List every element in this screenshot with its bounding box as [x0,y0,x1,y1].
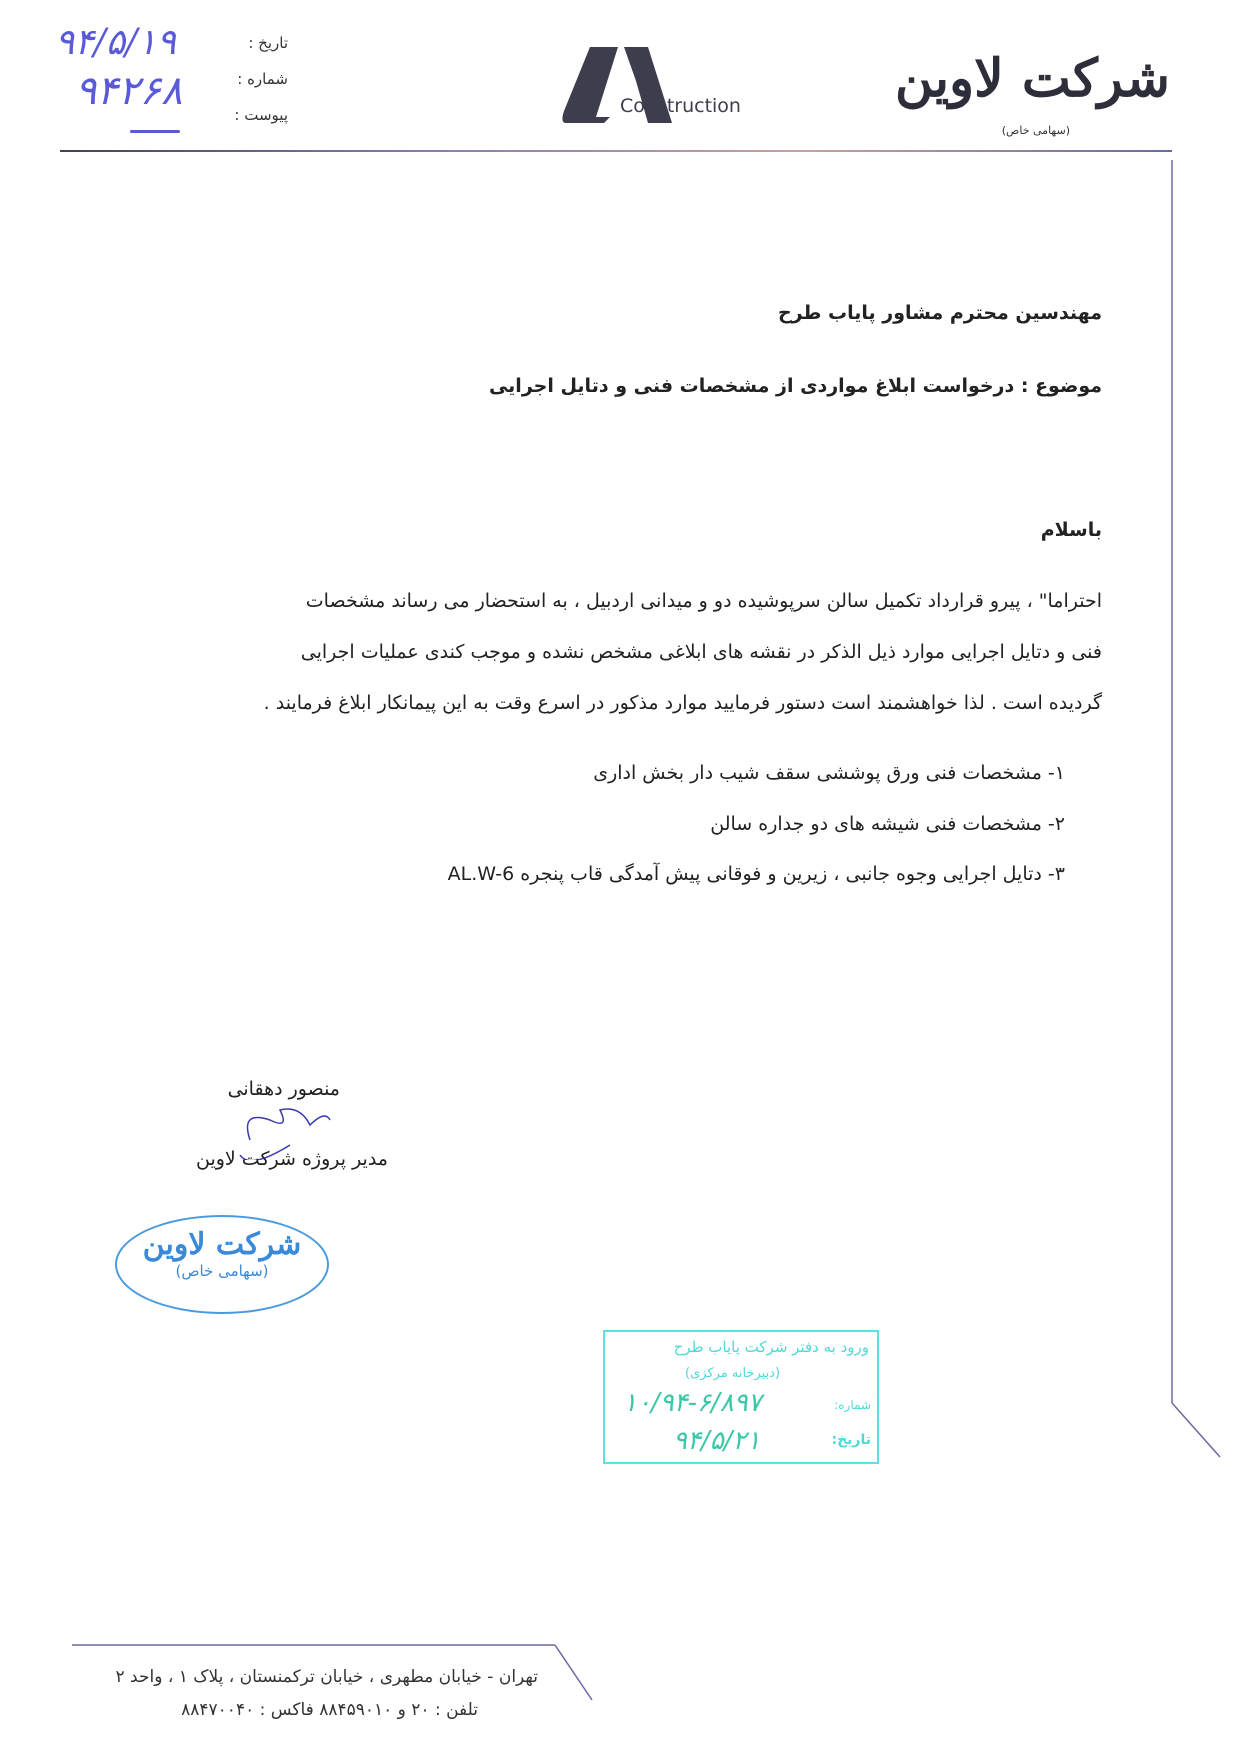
attachment-label: پیوست : [234,106,288,124]
seal-subtext: (سهامی خاص) [175,1262,269,1280]
received-date-value: ۹۴/۵/۲۱ [673,1426,761,1456]
company-name: شرکت لاوین [894,48,1170,109]
list-item: ۳- دتایل اجرایی وجوه جانبی ، زیرین و فوقانی پیش آمدگی قاب پنجره AL.W-6 [447,863,1065,885]
list-item: ۲- مشخصات فنی شیشه های دو جداره سالن [710,813,1065,835]
greeting: باسلام [1040,519,1102,541]
paragraph-line: فنی و دتایل اجرایی موارد ذیل الذکر در نقشه های ابلاغی مشخص نشده و موجب کندی عملیات اجرایی [300,641,1102,663]
paragraph-line: احتراما" ، پیرو قرارداد تکمیل سالن سرپوشیده دو و میدانی اردبیل ، به استحضار می رساند مشخصات [305,590,1102,612]
handwritten-date: ۹۴/۵/۱۹ [55,22,176,63]
logo-text: Construction [620,95,741,117]
received-stamp-subtitle: (دبیرخانه مرکزی) [685,1366,781,1381]
signer-name: منصور دهقانی [227,1078,340,1100]
footer-address: تهران - خیابان مطهری ، خیابان ترکمنستان ، پلاک ۱ ، واحد ۲ [115,1667,538,1687]
received-date-label: تاریخ: [831,1432,871,1448]
seal-text: شرکت لاوین [142,1227,302,1262]
company-seal [115,1215,329,1314]
handwritten-number: ۹۴۲۶۸ [75,68,183,114]
subject: موضوع : درخواست ابلاغ مواردی از مشخصات فنی و دتایل اجرایی [488,375,1102,397]
addressee: مهندسین محترم مشاور پایاب طرح [777,302,1102,324]
footer-phones: تلفن : ۲۰ و ۸۸۴۵۹۰۱۰ فاکس : ۸۸۴۷۰۰۴۰ [181,1700,478,1720]
received-number-label: شماره: [834,1398,871,1412]
list-item: ۱- مشخصات فنی ورق پوششی سقف شیب دار بخش اداری [593,762,1065,784]
paragraph-line: گردیده است . لذا خواهشمند است دستور فرمایید موارد مذکور در اسرع وقت به این پیمانکار ابلاغ فرمایند . [263,692,1102,714]
number-label: شماره : [237,70,288,88]
signer-title: مدیر پروژه شرکت لاوین [196,1148,388,1170]
received-stamp [603,1330,879,1464]
received-number-value: ۱۰/۹۴-۶/۸۹۷ [623,1388,762,1418]
date-label: تاریخ : [248,34,288,52]
received-stamp-title: ورود به دفتر شرکت پایاب طرح [673,1338,869,1356]
company-type: (سهامی خاص) [1001,124,1070,137]
